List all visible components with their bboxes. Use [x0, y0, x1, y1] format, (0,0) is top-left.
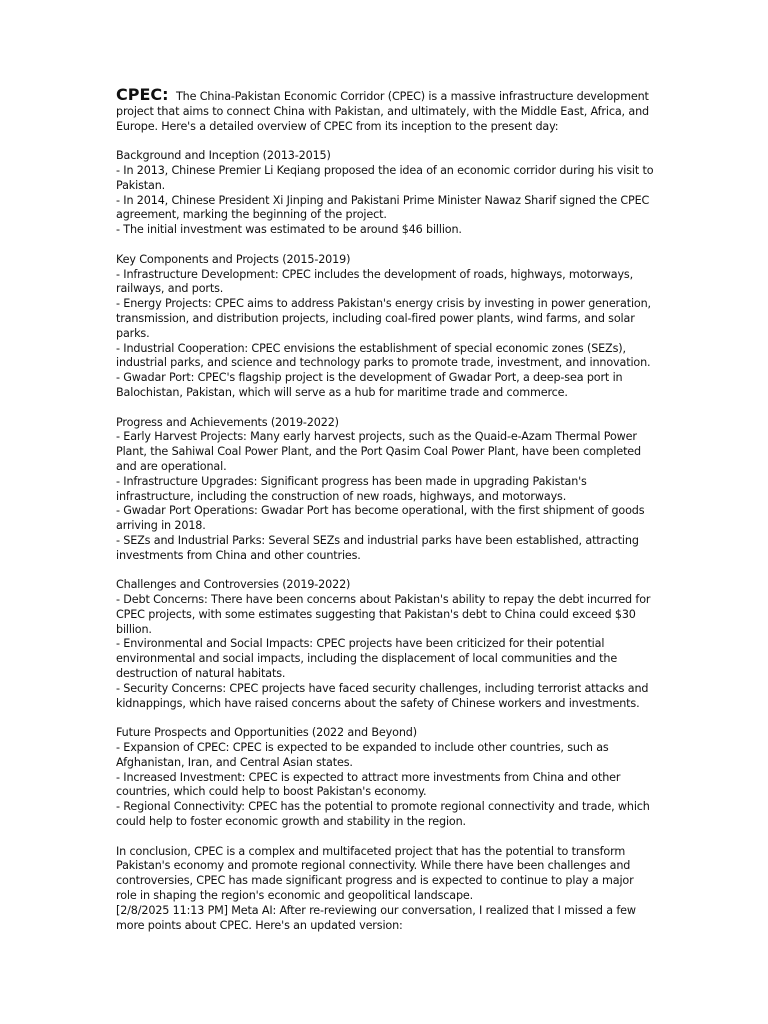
list-item: - Infrastructure Upgrades: Significant progress has been made in upgrading Pakistan's infrastructure, including the construction of new roads, highways, and motorways. [116, 474, 587, 503]
list-item: - In 2013, Chinese Premier Li Keqiang proposed the idea of an economic corridor during his visit to Pakistan. [116, 163, 654, 192]
list-item: - Energy Projects: CPEC aims to address Pakistan's energy crisis by investing in power generation, transmission, and distribution projects, including coal-fired power plants, wind farms, and solar parks. [116, 297, 651, 340]
list-item: - Increased Investment: CPEC is expected to attract more investments from China and other countries, which could help to boost Pakistan's economy. [116, 770, 621, 799]
section-progress [116, 416, 656, 564]
list-item: - Early Harvest Projects: Many early harvest projects, such as the Quaid-e-Azam Thermal Power Plant, the Sahiwal Coal Power Plant, and the Port Qasim Coal Power Plant, have been completed and are operational. [116, 430, 641, 473]
list-item: - Gwadar Port: CPEC's flagship project is the development of Gwadar Port, a deep-sea port in Balochistan, Pakistan, which will serve as a hub for maritime trade and commerce. [116, 371, 623, 399]
list-item: - Expansion of CPEC: CPEC is expected to be expanded to include other countries, such as Afghanistan, Iran, and Central Asian states. [116, 741, 609, 769]
intro-paragraph [116, 85, 656, 134]
section-future [116, 726, 656, 830]
section-heading: Future Prospects and Opportunities (2022 and Beyond) [116, 726, 417, 740]
list-item: - The initial investment was estimated to be around $46 billion. [116, 223, 462, 237]
spacer [116, 401, 656, 416]
list-item: - Regional Connectivity: CPEC has the potential to promote regional connectivity and trade, which could help to foster economic growth and stability in the region. [116, 800, 650, 829]
spacer [116, 134, 656, 149]
spacer [116, 830, 656, 845]
spacer [116, 564, 656, 579]
list-item: - Environmental and Social Impacts: CPEC projects have been criticized for their potential environmental and social impacts, including the displacement of local communities and the destruction of natural habitats. [116, 637, 618, 681]
conclusion-paragraph: In conclusion, CPEC is a complex and multifaceted project that has the potential to transform Pakistan's economy and promote regional connectivity. While there have been challenges and controversies, CPEC has made significant progress and is expected to continue to play a major role in shaping the region's economic and geopolitical landscape. [116, 844, 634, 903]
section-heading: Background and Inception (2013-2015) [116, 149, 331, 163]
list-item: - Infrastructure Development: CPEC includes the development of roads, highways, motorways, railways, and ports. [116, 267, 634, 296]
section-heading: Progress and Achievements (2019-2022) [116, 415, 339, 429]
document-body [116, 85, 656, 933]
list-item: - Security Concerns: CPEC projects have faced security challenges, including terrorist attacks and kidnappings, which have raised concerns about the safety of Chinese workers and investments. [116, 681, 649, 710]
spacer [116, 711, 656, 726]
intro-text: The China-Pakistan Economic Corridor (CPEC) is a massive infrastructure development project that aims to connect China with Pakistan, and ultimately, with the Middle East, Africa, and Europe. Here's a detailed overview of CPEC from its inception to the present day: [116, 90, 649, 133]
section-heading: Challenges and Controversies (2019-2022) [116, 578, 351, 592]
section-heading: Key Components and Projects (2015-2019) [116, 252, 351, 266]
spacer [116, 238, 656, 253]
section-background [116, 149, 656, 238]
list-item: - In 2014, Chinese President Xi Jinping and Pakistani Prime Minister Nawaz Sharif signed the CPEC agreement, marking the beginning of the project. [116, 193, 650, 222]
list-item: - SEZs and Industrial Parks: Several SEZs and industrial parks have been established, attracting investments from China and other countries. [116, 533, 639, 562]
followup-paragraph: [2/8/2025 11:13 PM] Meta AI: After re-reviewing our conversation, I realized that I missed a few more points about CPEC. Here's an updated version: [116, 903, 636, 932]
document-title: CPEC: [116, 85, 169, 104]
list-item: - Industrial Cooperation: CPEC envisions the establishment of special economic zones (SEZs), industrial parks, and science and technology parks to promote trade, investment, and innovation. [116, 341, 651, 370]
list-item: - Gwadar Port Operations: Gwadar Port has become operational, with the first shipment of goods arriving in 2018. [116, 504, 645, 533]
section-key-components [116, 253, 656, 401]
section-challenges [116, 578, 656, 711]
list-item: - Debt Concerns: There have been concerns about Pakistan's ability to repay the debt incurred for CPEC projects, with some estimates suggesting that Pakistan's debt to China could exceed $30 billion. [116, 593, 651, 636]
